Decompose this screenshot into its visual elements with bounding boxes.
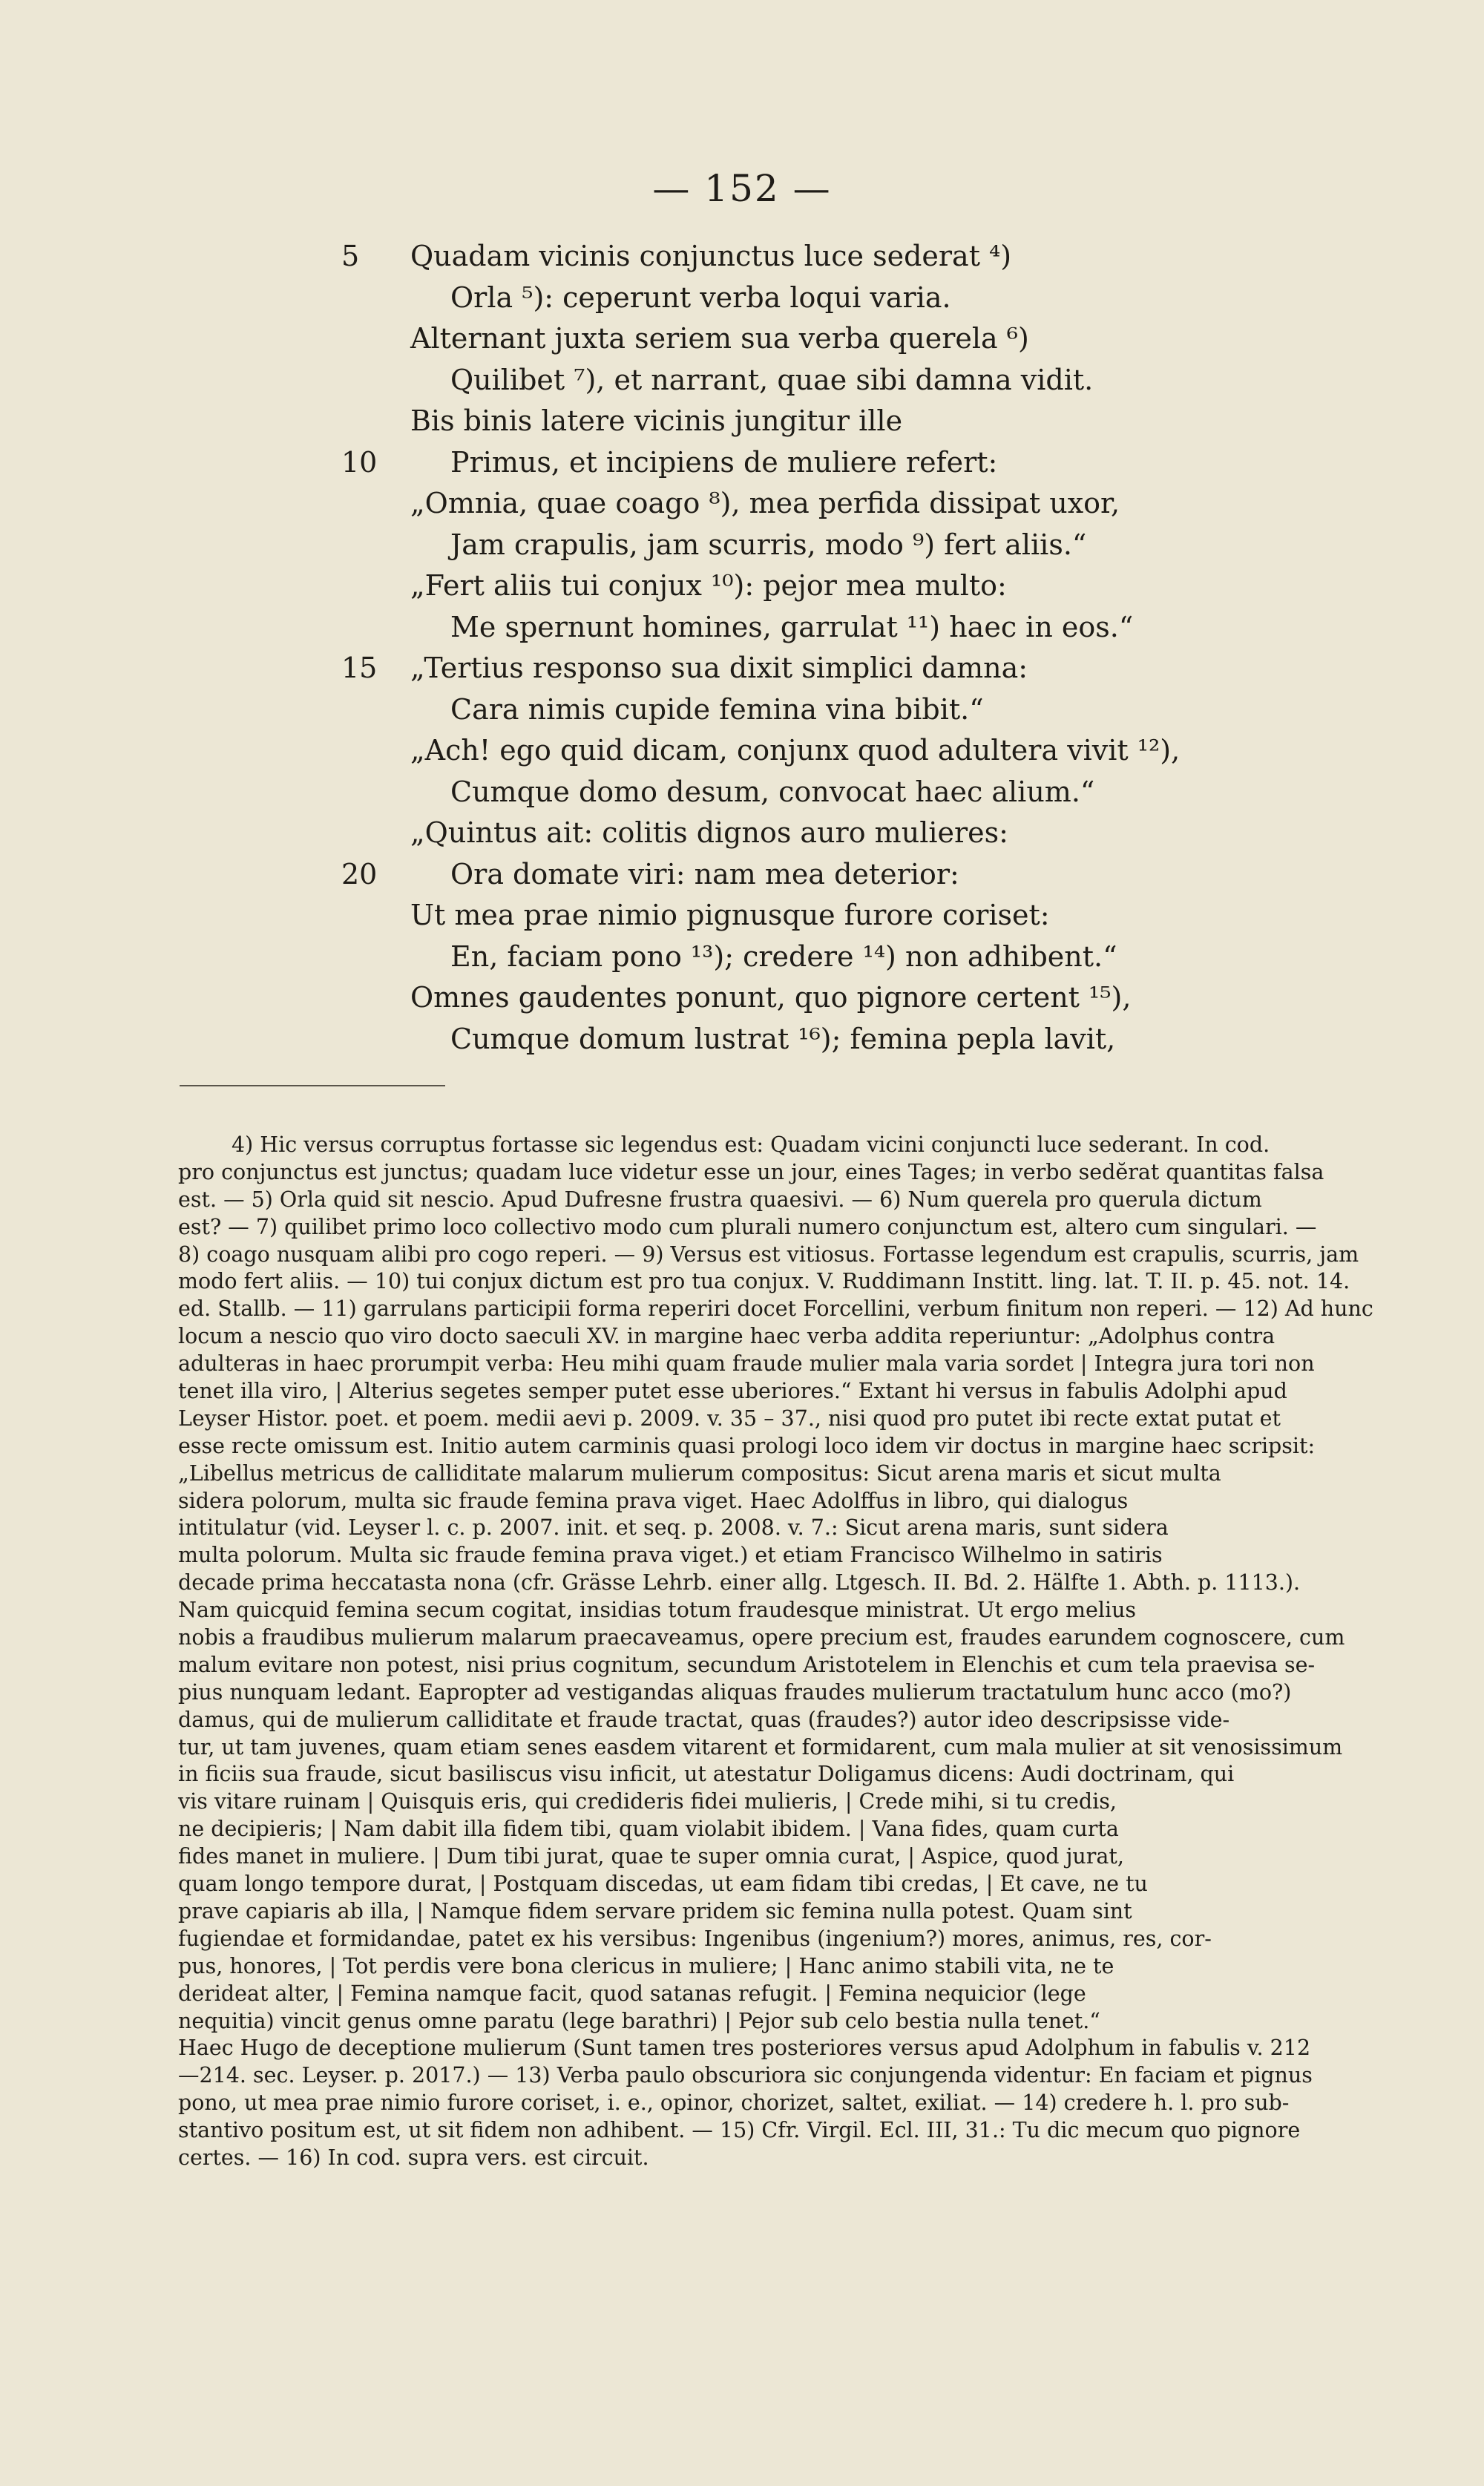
footnote-line: vis vitare ruinam | Quisquis eris, qui credideris fidei mulieris, | Crede mihi, si tu credis, bbox=[178, 1789, 1117, 1814]
verse-line bbox=[0, 772, 1484, 813]
verse-line bbox=[0, 483, 1484, 525]
verse-line bbox=[0, 813, 1484, 854]
footnote-line: quam longo tempore durat, | Postquam discedas, ut eam fidam tibi credas, | Et cave, ne tu bbox=[178, 1872, 1148, 1897]
footnote-line: nequitia) vincit genus omne paratu (lege barathri) | Pejor sub celo bestia nulla tenet.“ bbox=[178, 2008, 1100, 2033]
verse-text: „Ach! ego quid dicam, conjunx quod adultera vivit ¹²), bbox=[410, 734, 1181, 767]
verse-text: Me spernunt homines, garrulat ¹¹) haec in eos.“ bbox=[450, 610, 1134, 643]
verse-text: Orla ⁵): ceperunt verba loqui varia. bbox=[450, 281, 951, 314]
footnote-line: fides manet in muliere. | Dum tibi jurat, quae te super omnia curat, | Aspice, quod jurat, bbox=[178, 1844, 1124, 1869]
footnote-line: Haec Hugo de deceptione mulierum (Sunt tamen tres posteriores versus apud Adolphum in fabulis v. 212 bbox=[178, 2036, 1311, 2061]
verse-line bbox=[0, 442, 1484, 484]
verse-line bbox=[0, 401, 1484, 442]
verse-line bbox=[0, 607, 1484, 649]
verse-line bbox=[0, 895, 1484, 937]
verse-line bbox=[0, 236, 1484, 278]
footnote-line: est. — 5) Orla quid sit nescio. Apud Dufresne frustra quaesivi. — 6) Num querela pro querula dictum bbox=[178, 1187, 1262, 1212]
verse-text: Omnes gaudentes ponunt, quo pignore certent ¹⁵), bbox=[410, 981, 1132, 1014]
footnote-line: damus, qui de mulierum calliditate et fraude tractat, quas (fraudes?) autor ideo descripsisse vide- bbox=[178, 1707, 1230, 1732]
verse-text: Alternant juxta seriem sua verba querela ⁶) bbox=[410, 322, 1029, 355]
verse-line bbox=[0, 648, 1484, 689]
verse-line-number: 5 bbox=[341, 240, 360, 272]
verse-line bbox=[0, 318, 1484, 360]
footnote-line: sidera polorum, multa sic fraude femina prava viget. Haec Adolffus in libro, qui dialogus bbox=[178, 1488, 1129, 1513]
footnote-line: decade prima heccatasta nona (cfr. Grässe Lehrb. einer allg. Ltgesch. II. Bd. 2. Hälfte 1. Abth. p. 1113.). bbox=[178, 1570, 1301, 1595]
footnote-line: ed. Stallb. — 11) garrulans participii forma reperiri docet Forcellini, verbum finitum non reperi. — 12) Ad hunc bbox=[178, 1296, 1373, 1322]
verse-text: Jam crapulis, jam scurris, modo ⁹) fert aliis.“ bbox=[450, 528, 1087, 561]
footnote-line: tur, ut tam juvenes, quam etiam senes easdem vitarent et formidarent, cum mala mulier at sit venosissimum bbox=[178, 1734, 1343, 1759]
verse-line bbox=[0, 1019, 1484, 1060]
verse-line bbox=[0, 937, 1484, 978]
footnote-line: prave capiaris ab illa, | Namque fidem servare pridem sic femina nulla potest. Quam sint bbox=[178, 1898, 1132, 1923]
footnote-line: modo fert aliis. — 10) tui conjux dictum est pro tua conjux. V. Ruddimann Institt. ling. lat. T. II. p. 45. not. 14. bbox=[178, 1269, 1350, 1294]
footnote-line: —214. sec. Leyser. p. 2017.) — 13) Verba paulo obscuriora sic conjungenda videntur: En faciam et pignus bbox=[178, 2063, 1313, 2088]
verse-line bbox=[0, 854, 1484, 896]
footnote-line: locum a nescio quo viro docto saeculi XV. in margine haec verba addita reperiuntur: „Adolphus contra bbox=[178, 1324, 1275, 1349]
verse-text: „Tertius responso sua dixit simplici damna: bbox=[410, 652, 1028, 684]
footnote-line: adulteras in haec prorumpit verba: Heu mihi quam fraude mulier mala varia sordet | Integra jura tori non bbox=[178, 1351, 1315, 1377]
verse-text: Ut mea prae nimio pignusque furore coriset: bbox=[410, 899, 1050, 931]
footnote-line: 4) Hic versus corruptus fortasse sic legendus est: Quadam vicini conjuncti luce sederant. In cod. bbox=[232, 1132, 1270, 1157]
footnote-line: intitulatur (vid. Leyser l. c. p. 2007. init. et seq. p. 2008. v. 7.: Sicut arena maris, sunt sidera bbox=[178, 1515, 1169, 1541]
footnote-line: nobis a fraudibus mulierum malarum praecaveamus, opere precium est, fraudes earundem cognoscere, cum bbox=[178, 1625, 1345, 1650]
footnote-line: tenet illa viro, | Alterius segetes semper putet esse uberiores.“ Extant hi versus in fabulis Adolphi apud bbox=[178, 1379, 1287, 1404]
footnote-line: est? — 7) quilibet primo loco collectivo modo cum plurali numero conjunctum est, altero cum singulari. — bbox=[178, 1214, 1317, 1239]
verse-text: „Omnia, quae coago ⁸), mea perfida dissipat uxor, bbox=[410, 487, 1120, 519]
footnote-line: multa polorum. Multa sic fraude femina prava viget.) et etiam Francisco Wilhelmo in satiris bbox=[178, 1543, 1163, 1568]
verse-line-number: 10 bbox=[341, 445, 378, 479]
verse-text: Bis binis latere vicinis jungitur ille bbox=[410, 404, 903, 437]
footnote-line: ne decipieris; | Nam dabit illa fidem tibi, quam violabit ibidem. | Vana fides, quam curta bbox=[178, 1817, 1119, 1842]
verse-text: En, faciam pono ¹³); credere ¹⁴) non adhibent.“ bbox=[450, 939, 1117, 973]
verse-line bbox=[0, 360, 1484, 401]
verse-text: Cumque domum lustrat ¹⁶); femina pepla lavit, bbox=[450, 1022, 1116, 1055]
verse-line bbox=[0, 977, 1484, 1019]
verse-text: Ora domate viri: nam mea deterior: bbox=[450, 857, 959, 891]
verse-text: Cara nimis cupide femina vina bibit.“ bbox=[450, 692, 984, 726]
footnote-line: „Libellus metricus de calliditate malarum mulierum compositus: Sicut arena maris et sicut multa bbox=[178, 1460, 1221, 1486]
page-number: — 152 — bbox=[652, 167, 832, 210]
footnote-line: in ficiis sua fraude, sicut basiliscus visu inficit, ut atestatur Doligamus dicens: Audi doctrinam, qui bbox=[178, 1762, 1235, 1787]
footnote-line: pro conjunctus est junctus; quadam luce videtur esse un jour, eines Tages; in verbo sedĕrat quantitas falsa bbox=[178, 1159, 1324, 1184]
verse-block bbox=[0, 236, 1484, 1060]
footnote-line: certes. — 16) In cod. supra vers. est circuit. bbox=[178, 2145, 649, 2170]
verse-line-number: 20 bbox=[341, 857, 378, 891]
footnote-line: esse recte omissum est. Initio autem carminis quasi prologi loco idem vir doctus in margine haec scripsit: bbox=[178, 1433, 1316, 1458]
footnote-line: malum evitare non potest, nisi prius cognitum, secundum Aristotelem in Elenchis et cum tela praevisa se- bbox=[178, 1652, 1316, 1677]
verse-line bbox=[0, 525, 1484, 566]
footnote-line: stantivo positum est, ut sit fidem non adhibent. — 15) Cfr. Virgil. Ecl. III, 31.: Tu dic mecum quo pignore bbox=[178, 2118, 1301, 2143]
verse-line-number: 15 bbox=[341, 652, 378, 684]
footnote-line: pono, ut mea prae nimio furore coriset, i. e., opinor, chorizet, saltet, exiliat. — 14) credere h. l. pro sub- bbox=[178, 2090, 1290, 2116]
verse-line bbox=[0, 730, 1484, 772]
footnote-line: Nam quicquid femina secum cogitat, insidias totum fraudesque ministrat. Ut ergo melius bbox=[178, 1598, 1137, 1623]
verse-line bbox=[0, 565, 1484, 607]
footnotes-block bbox=[178, 1132, 1484, 2172]
verse-text: Primus, et incipiens de muliere refert: bbox=[450, 445, 998, 479]
footnote-separator bbox=[180, 1085, 445, 1086]
footnote-line: Leyser Histor. poet. et poem. medii aevi p. 2009. v. 35 – 37., nisi quod pro putet ibi recte extat putat et bbox=[178, 1406, 1281, 1431]
footnote-line: pus, honores, | Tot perdis vere bona clericus in muliere; | Hanc animo stabili vita, ne te bbox=[178, 1953, 1114, 1978]
footnote-line: fugiendae et formidandae, patet ex his versibus: Ingenibus (ingenium?) mores, animus, res, cor- bbox=[178, 1926, 1212, 1951]
verse-text: Quilibet ⁷), et narrant, quae sibi damna vidit. bbox=[450, 363, 1094, 396]
footnote-line: 8) coago nusquam alibi pro cogo reperi. — 9) Versus est vitiosus. Fortasse legendum est crapulis, scurris, jam bbox=[178, 1242, 1359, 1267]
verse-text: „Fert aliis tui conjux ¹⁰): pejor mea multo: bbox=[410, 569, 1007, 602]
footnote-line: pius nunquam ledant. Eapropter ad vestigandas aliquas fraudes mulierum tractatulum hunc acco (mo?) bbox=[178, 1679, 1292, 1705]
verse-text: Cumque domo desum, convocat haec alium.“ bbox=[450, 775, 1095, 808]
verse-line bbox=[0, 689, 1484, 731]
footnote-line: derideat alter, | Femina namque facit, quod satanas refugit. | Femina nequicior (lege bbox=[178, 1981, 1086, 2006]
verse-line bbox=[0, 278, 1484, 319]
verse-text: „Quintus ait: colitis dignos auro mulieres: bbox=[410, 816, 1008, 849]
verse-text: Quadam vicinis conjunctus luce sederat ⁴) bbox=[410, 240, 1012, 272]
